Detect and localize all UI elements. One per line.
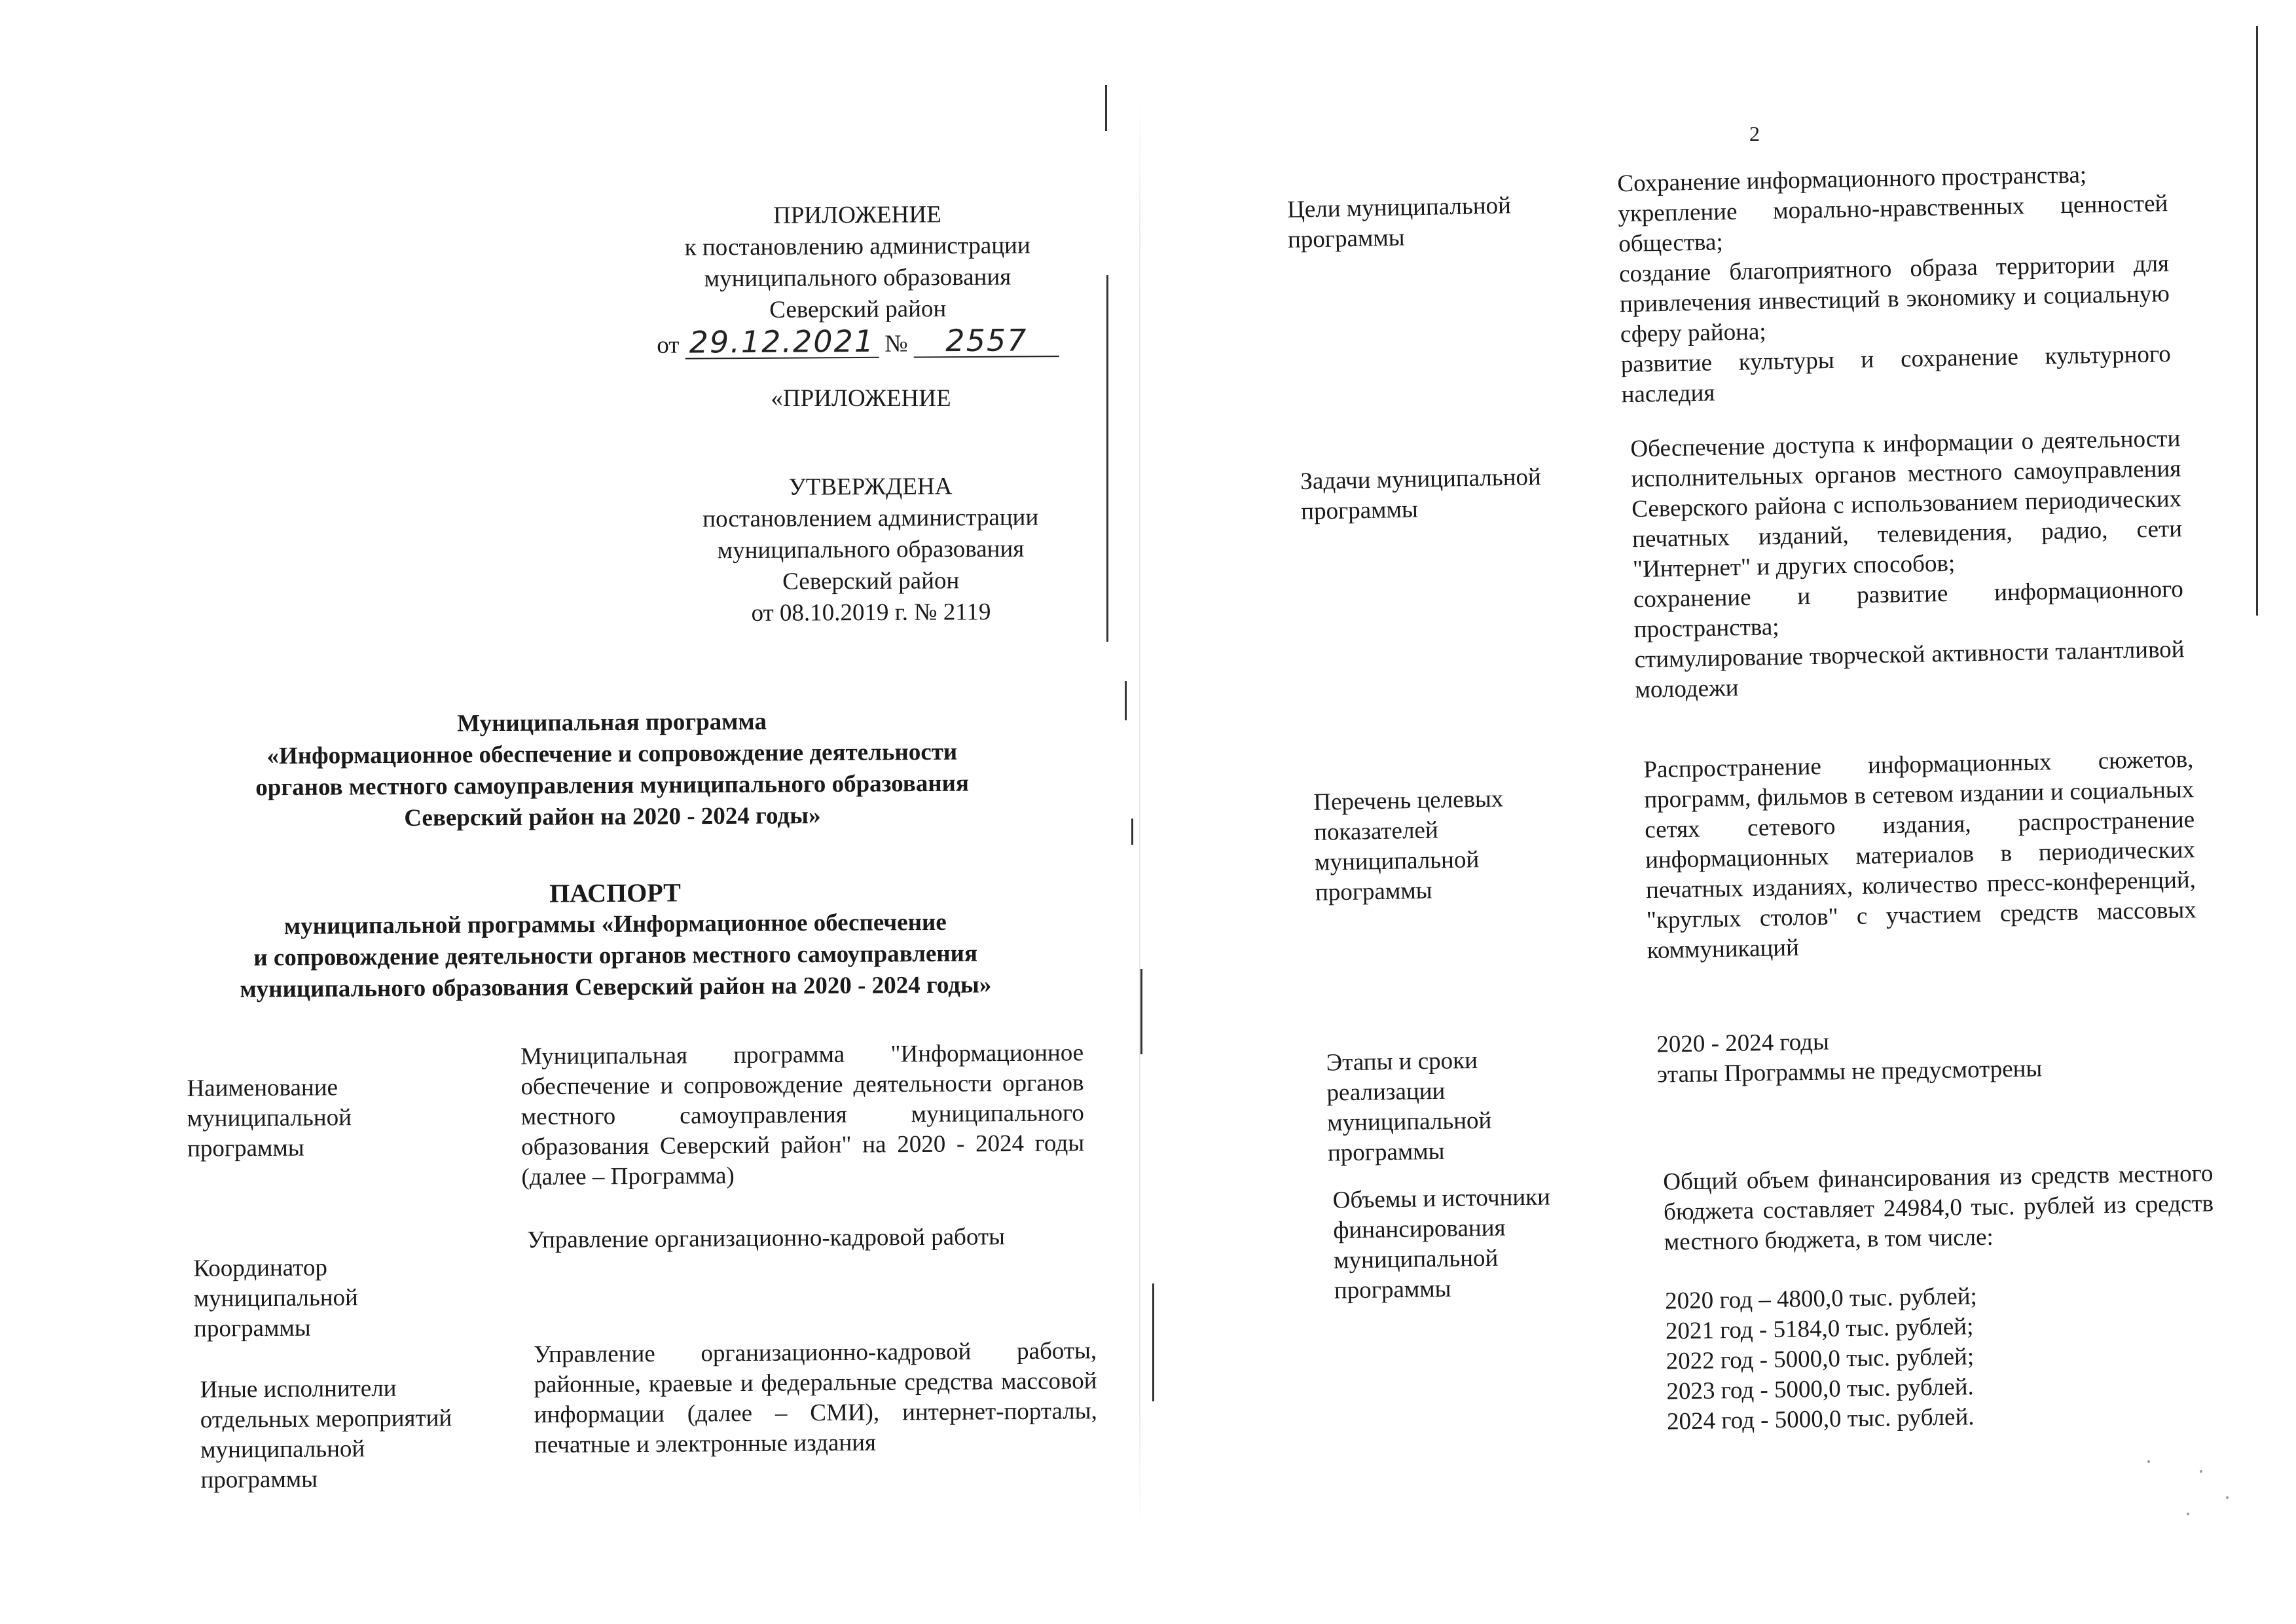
value-line: сохранение и развитие информационного пространства; <box>1633 576 2184 644</box>
scan-speck <box>2187 1513 2189 1515</box>
value-line: Обеспечение доступа к информации о деятельности исполнительных органов местного самоуправления Северского района с использованием периодических печатных изданий, телевидения, радио, сети "Интернет" и других способов; <box>1630 425 2183 583</box>
row-label <box>1287 191 1512 255</box>
row-value <box>1643 745 2197 966</box>
appendix-title: ПРИЛОЖЕНИЕ <box>773 201 941 229</box>
approved-line: Северский район <box>782 567 960 595</box>
scan-margin-line <box>1105 85 1107 131</box>
row-value <box>1663 1158 2217 1437</box>
label-line: программы <box>1287 224 1405 253</box>
row-value <box>1630 424 2185 705</box>
value-line: стимулирование творческой активности талантливой молодежи <box>1634 636 2185 704</box>
row-label <box>1332 1182 1552 1306</box>
program-title-line: органов местного самоуправления муниципального образования <box>255 769 970 802</box>
value-line: создание благоприятного образа территории для привлечения инвестиций в экономику и социальную сферу района; <box>1618 250 2170 348</box>
label-line: Объемы и источники <box>1332 1183 1551 1214</box>
label-line: муниципальной <box>193 1284 359 1312</box>
scan-margin-line <box>1125 681 1127 720</box>
scan-speck <box>2200 1470 2202 1473</box>
row-value: Управление организационно-кадровой работы, районные, краевые и федеральные средства массовой информации (далее – СМИ), интернет-порталы, печатные и электронные издания <box>534 1337 1097 1459</box>
appendix-date-line <box>609 324 1106 362</box>
label-line: Иные исполнители <box>200 1375 397 1403</box>
appendix-line: к постановлению администрации <box>684 232 1030 261</box>
value-line: Общий объем финансирования из средств местного бюджета составляет 24984,0 тыс. рублей из средств местного бюджета, в том числе: <box>1663 1160 2214 1256</box>
label-line: программы <box>1315 877 1432 906</box>
value-line: Распространение информационных сюжетов, программ, фильмов в сетевом издании и социальных сетях сетевого издания, распространение информационных материалов в периодических печатных изданиях, количество пресс-конференций, "круглых столов" с участием средств массовых коммуникаций <box>1643 746 2197 965</box>
appendix-line: Северский район <box>769 295 947 323</box>
program-title <box>176 705 1048 836</box>
passport-title-line: и сопровождение деятельности органов местного самоуправления <box>253 940 978 972</box>
passport-title-line: муниципальной программы «Информационное обеспечение <box>283 908 947 940</box>
row-label <box>1300 462 1542 527</box>
row-label <box>1313 784 1506 908</box>
program-title-line: Северский район на 2020 - 2024 годы» <box>404 802 821 832</box>
program-title-line: Муниципальная программа <box>457 708 767 737</box>
value-line: укрепление морально-нравственных ценностей общества; <box>1617 190 2168 258</box>
scan-margin-line <box>1140 969 1142 1054</box>
value-line: развитие культуры и сохранение культурного наследия <box>1620 341 2172 409</box>
label-line: Задачи муниципальной <box>1300 463 1542 495</box>
appendix-line: муниципального образования <box>704 263 1011 293</box>
number-sign: № <box>884 330 908 358</box>
label-line: Цели муниципальной <box>1286 192 1512 223</box>
label-line: муниципальной <box>200 1435 365 1464</box>
label-line: муниципальной <box>1314 846 1480 876</box>
left-page <box>0 0 1146 1624</box>
label-line: Координатор <box>193 1254 328 1282</box>
label-line: муниципальной <box>1326 1107 1492 1137</box>
label-line: показателей <box>1313 817 1439 846</box>
label-line: финансирования <box>1333 1214 1506 1244</box>
year-line: 2024 год - 5000,0 тыс. рублей. <box>1666 1403 1975 1435</box>
passport-heading: ПАСПОРТ <box>549 877 682 908</box>
passport-row-coordinator <box>193 1221 1097 1342</box>
handwritten-number: 2557 <box>914 324 1059 358</box>
label-line: отдельных мероприятий <box>200 1405 452 1433</box>
passport-row-goals <box>1286 158 2172 409</box>
label-line: программы <box>1327 1137 1445 1167</box>
quote-appendix: «ПРИЛОЖЕНИЕ <box>771 385 951 412</box>
value-line: 2020 - 2024 годы <box>1656 1028 1830 1058</box>
label-line: Этапы и сроки <box>1326 1046 1478 1077</box>
appendix-block <box>608 198 1106 362</box>
row-value <box>1656 1021 2207 1090</box>
scan-speck <box>2226 1496 2229 1499</box>
approved-line: от 08.10.2019 г. № 2119 <box>751 599 991 627</box>
row-label <box>1326 1046 1492 1169</box>
handwritten-date: 29.12.2021 <box>685 325 879 360</box>
label-line: программы <box>193 1314 311 1342</box>
label-line: Перечень целевых <box>1313 785 1504 816</box>
passport-title <box>156 875 1074 1006</box>
passport-row-name <box>187 1038 1090 1191</box>
page-fold <box>1139 92 1140 1532</box>
passport-row-tasks <box>1300 424 2185 704</box>
label-line: муниципальной <box>1333 1244 1499 1274</box>
value-line: Сохранение информационного пространства; <box>1617 161 2087 198</box>
row-label <box>200 1373 452 1496</box>
year-line: 2022 год - 5000,0 тыс. рублей; <box>1666 1343 1975 1375</box>
label-line: Наименование <box>187 1074 338 1102</box>
row-label <box>193 1253 358 1344</box>
approved-line: муниципального образования <box>717 535 1025 564</box>
scan-margin-line <box>1106 275 1108 642</box>
passport-row-indicators <box>1313 745 2197 965</box>
right-page <box>1152 0 2296 1624</box>
scan-margin-line <box>2256 26 2258 616</box>
label-line: реализации <box>1326 1077 1446 1107</box>
date-prefix: от <box>657 331 680 359</box>
label-line: муниципальной <box>187 1104 352 1132</box>
year-line: 2021 год - 5184,0 тыс. рублей; <box>1665 1313 1974 1345</box>
label-line: программы <box>1334 1275 1451 1304</box>
program-title-line: «Информационное обеспечение и сопровождение деятельности <box>266 738 958 770</box>
scan-speck <box>2147 1460 2150 1463</box>
row-value: Муниципальная программа "Информационное обеспечение и сопровождение деятельности органов местного самоуправления муниципального образования Северский район" на 2020 - 2024 годы (далее – Программа) <box>520 1039 1085 1191</box>
value-line: этапы Программы не предусмотрены <box>1656 1055 2043 1088</box>
financing-years <box>1665 1278 2217 1437</box>
label-line: программы <box>200 1466 318 1494</box>
approved-line: постановлением администрации <box>702 504 1039 533</box>
passport-row-stages <box>1326 1021 2210 1167</box>
label-line: программы <box>1300 496 1419 525</box>
page-number: 2 <box>1749 122 1760 145</box>
row-label <box>187 1073 352 1164</box>
year-line: 2020 год – 4800,0 тыс. рублей; <box>1664 1283 1978 1315</box>
label-line: программы <box>187 1134 304 1162</box>
row-value <box>1617 158 2172 410</box>
approved-title: УТВЕРЖДЕНА <box>788 473 953 501</box>
scan-margin-line <box>1131 819 1133 845</box>
passport-title-line: муниципального образования Северский район на 2020 - 2024 годы» <box>240 971 992 1003</box>
row-value: Управление организационно-кадровой работы <box>527 1223 1006 1254</box>
approved-block <box>654 470 1087 629</box>
year-line: 2023 год - 5000,0 тыс. рублей. <box>1666 1373 1975 1405</box>
